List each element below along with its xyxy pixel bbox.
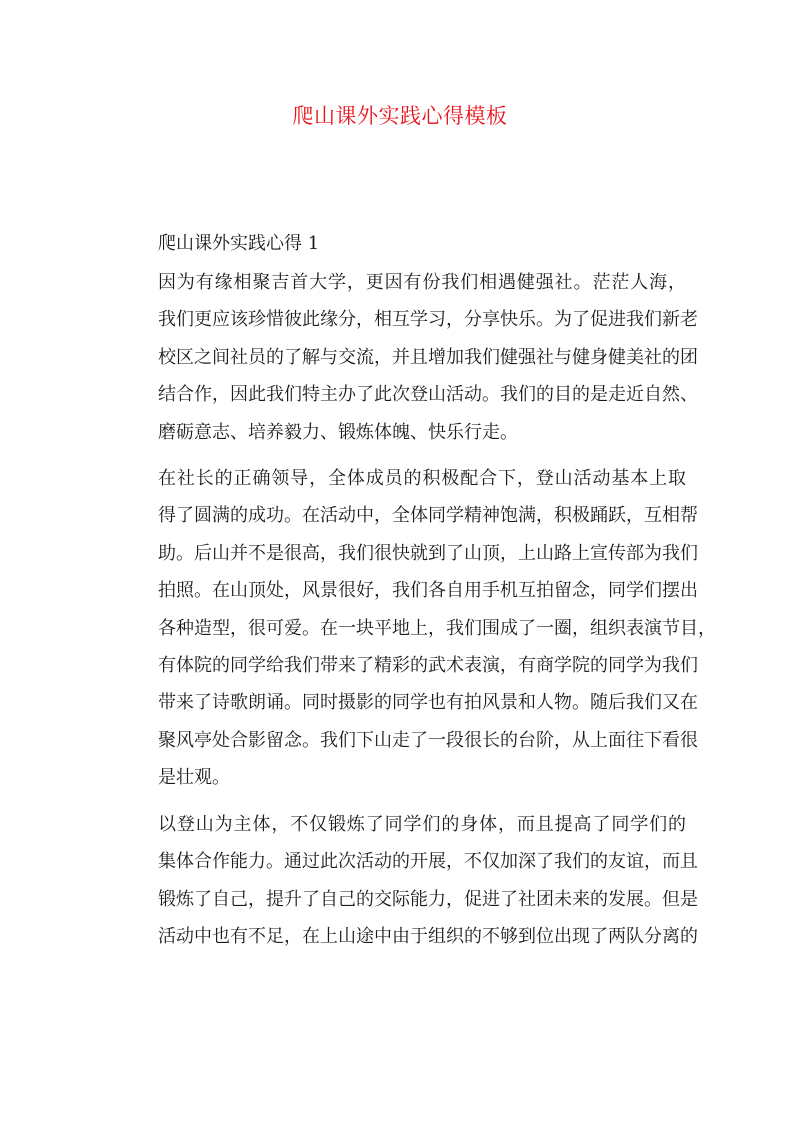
text-line: 磨砺意志、培养毅力、锻炼体魄、快乐行走。 (158, 421, 518, 443)
text-line: 是壮观。 (158, 767, 230, 789)
paragraph-2 (122, 460, 716, 797)
text-line: 带来了诗歌朗诵。同时摄影的同学也有拍风景和人物。随后我们又在 (158, 692, 698, 714)
text-line: 在社长的正确领导，全体成员的积极配合下，登山活动基本上取 (158, 468, 686, 490)
text-line: 以登山为主体，不仅锻炼了同学们的身体，而且提高了同学们的 (158, 813, 686, 835)
text-line: 结合作，因此我们特主办了此次登山活动。我们的目的是走近自然、 (158, 384, 698, 406)
section-heading: 爬山课外实践心得 1 (158, 233, 320, 254)
paragraph-3 (122, 806, 698, 956)
text-line: 我们更应该珍惜彼此缘分，相互学习，分享快乐。为了促进我们新老 (158, 309, 698, 331)
text-line: 因为有缘相聚吉首大学，更因有份我们相遇健强社。茫茫人海， (158, 272, 686, 293)
text-line: 各种造型，很可爱。在一块平地上，我们围成了一圈，组织表演节目， (158, 617, 716, 639)
paragraph-1 (122, 264, 698, 451)
text-line: 有体院的同学给我们带来了精彩的武术表演，有商学院的同学为我们 (158, 655, 698, 677)
text-line: 集体合作能力。通过此次活动的开展，不仅加深了我们的友谊，而且 (158, 851, 698, 873)
document-body (122, 264, 716, 964)
text-line: 得了圆满的成功。在活动中，全体同学精神饱满，积极踊跃，互相帮 (158, 505, 698, 527)
text-line: 聚风亭处合影留念。我们下山走了一段很长的台阶，从上面往下看很 (158, 729, 698, 751)
text-line: 校区之间社员的了解与交流，并且增加我们健强社与健身健美社的团 (158, 346, 698, 368)
text-line: 活动中也有不足，在上山途中由于组织的不够到位出现了两队分离的 (158, 925, 698, 947)
text-line: 助。后山并不是很高，我们很快就到了山顶，上山路上宣传部为我们 (158, 542, 698, 564)
text-line: 锻炼了自己，提升了自己的交际能力，促进了社团未来的发展。但是 (158, 888, 698, 910)
text-line: 拍照。在山顶处，风景很好，我们各自用手机互拍留念，同学们摆出 (158, 580, 698, 602)
document-title: 爬山课外实践心得模板 (292, 104, 508, 128)
